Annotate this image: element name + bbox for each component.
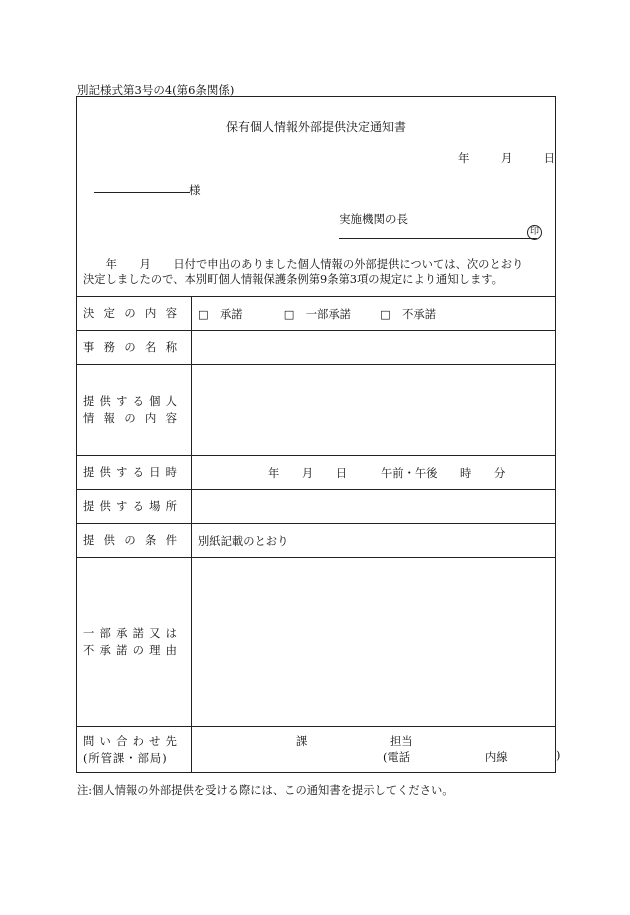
contact-label-2: (所管課・部局)	[83, 751, 168, 765]
decision-label-cell	[77, 297, 192, 331]
reason-value[interactable]	[192, 558, 556, 727]
contact-label-1: 問 い 合 わ せ 先	[83, 734, 177, 748]
datetime-label: 提 供 す る 日 時	[83, 466, 177, 479]
issuer-line	[339, 237, 537, 239]
datetime-value-cell[interactable]	[192, 456, 556, 490]
intro-line-1: 年 月 日付で申出のありました個人情報の外部提供については、次のとおり	[83, 258, 524, 271]
contact-value-cell[interactable]	[192, 727, 561, 773]
place-label: 提 供 す る 場 所	[83, 500, 177, 513]
contact-label-cell	[77, 727, 192, 773]
reason-label-1: 一 部 承 諾 又 は	[83, 627, 177, 640]
contact-ext: 内線	[485, 750, 508, 764]
row-business-name	[77, 331, 556, 365]
footnote: 注:個人情報の外部提供を受ける際には、この通知書を提示してください。	[77, 784, 454, 797]
datetime-label-cell	[77, 456, 192, 490]
issuer-title: 実施機関の長	[339, 212, 408, 226]
row-datetime	[77, 456, 556, 490]
option-reject[interactable]: □ 不承諾	[380, 307, 436, 321]
decision-table	[76, 296, 561, 773]
datetime-value: 年 月 日 午前・午後 時 分	[268, 466, 506, 480]
decision-options	[192, 297, 556, 331]
business-name-label-cell	[77, 331, 192, 365]
contact-close: )	[556, 748, 561, 762]
reason-label-cell	[77, 558, 192, 727]
row-reason	[77, 558, 556, 727]
row-content	[77, 365, 556, 456]
intro-line-2: 決定しましたので、本別町個人情報保護条例第9条第3項の規定により通知します。	[83, 273, 503, 286]
contact-section: 課	[296, 734, 308, 748]
decision-label: 決 定 の 内 容	[83, 307, 177, 320]
option-approve[interactable]: □ 承諾	[198, 307, 243, 321]
conditions-label: 提 供 の 条 件	[83, 534, 177, 547]
place-label-cell	[77, 490, 192, 524]
place-value[interactable]	[192, 490, 556, 524]
conditions-label-cell	[77, 524, 192, 558]
form-id: 別記様式第3号の4(第6条関係)	[77, 83, 235, 97]
recipient-suffix: 様	[189, 183, 201, 197]
year-label: 年	[458, 151, 470, 165]
content-label-1: 提 供 す る 個 人	[83, 395, 177, 408]
row-decision	[77, 297, 556, 331]
business-name-label: 事 務 の 名 称	[83, 341, 177, 354]
seal-mark: 印	[527, 225, 542, 240]
row-conditions	[77, 524, 556, 558]
option-partial[interactable]: □ 一部承諾	[283, 307, 351, 321]
recipient-line	[94, 191, 190, 193]
intro-text	[83, 257, 523, 287]
content-label-2: 情 報 の 内 容	[83, 412, 177, 425]
document-title: 保有個人情報外部提供決定通知書	[225, 120, 406, 134]
content-label-cell	[77, 365, 192, 456]
contact-person: 担当	[390, 734, 413, 748]
contact-phone: (電話	[383, 750, 411, 764]
reason-label-2: 不 承 諾 の 理 由	[83, 644, 177, 657]
issue-date	[458, 150, 555, 166]
day-label: 日	[543, 151, 556, 165]
business-name-value[interactable]	[192, 331, 556, 365]
conditions-value: 別紙記載のとおり	[192, 524, 556, 558]
row-contact	[77, 727, 556, 773]
month-label: 月	[500, 151, 513, 165]
row-place	[77, 490, 556, 524]
content-value[interactable]	[192, 365, 556, 456]
